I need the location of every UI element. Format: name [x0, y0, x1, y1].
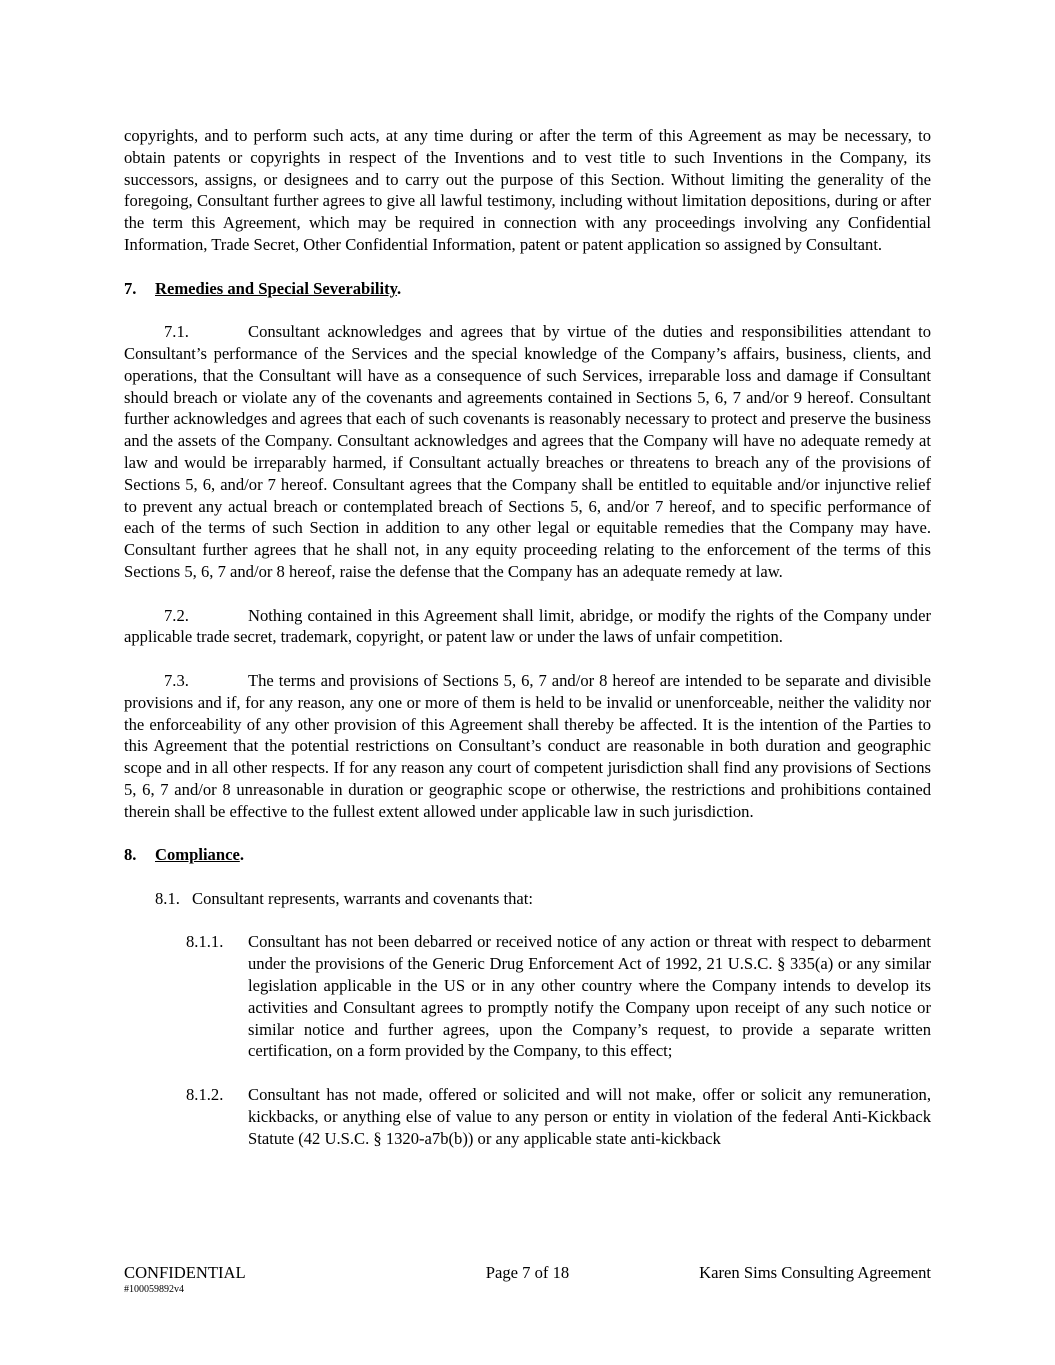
footer-confidential-label: CONFIDENTIAL: [124, 1263, 246, 1282]
paragraph-7-2: [124, 605, 931, 649]
paragraph-8-1: [124, 888, 931, 910]
footer-document-id: #100059892v4: [124, 1284, 184, 1295]
paragraph-7-1-number: 7.1.: [164, 322, 189, 342]
page-footer: [124, 1263, 931, 1295]
footer-page-number: Page 7 of 18: [485, 1263, 570, 1282]
paragraph-7-2-number: 7.2.: [164, 605, 189, 625]
paragraph-7-3-number: 7.3.: [164, 670, 189, 690]
section-8-title-suffix: .: [239, 845, 244, 865]
footer-document-title: Karen Sims Consulting Agreement: [699, 1263, 931, 1282]
section-8-title: Compliance: [155, 845, 240, 865]
item-8-1-2-text: Consultant has not made, offered or solicited and will not make, offer or solicit any remuneration, kickbacks, or anything else of value to any person or entity in violation of the federal Anti-Kickback Statute (42 U.S.C. § 1320-a7b(b)) or any applicable state anti-kickback: [248, 1085, 931, 1148]
section-7-title-suffix: .: [397, 278, 402, 298]
paragraph-7-1-text: Consultant acknowledges and agrees that by virtue of the duties and responsibilities attendant to Consultant’s performance of the Services and the special knowledge of the Company’s affairs, business, clients, and operations, that the Consultant will have as a consequence of such Services, irreparable loss and damage if Consultant should breach or violate any of the covenants and agreements contained in Sections 5, 6, 7 and/or 9 hereof. Consultant further acknowledges and agrees that each of such covenants is reasonably necessary to protect and preserve the business and the assets of the Company. Consultant acknowledges and agrees that the Company will have no adequate remedy at law and would be irreparably harmed, if Consultant actually breaches or threatens to breach any of the provisions of Sections 5, 6, and/or 7 hereof. Consultant agrees that the Company shall be entitled to equitable and/or injunctive relief to prevent any actual breach or contemplated breach of Sections 5, 6, and/or 7 hereof, and to specific performance of each of the terms of such Section in addition to any other legal or equitable remedies that the Company may have. Consultant further agrees that he shall not, in any equity proceeding relating to the enforcement of the terms of this Sections 5, 6, 7 and/or 8 hereof, raise the defense that the Company has an adequate remedy at law.: [124, 322, 931, 581]
document-body: [124, 125, 931, 1149]
section-7-number: 7.: [124, 278, 137, 298]
item-8-1-1-number: 8.1.1.: [186, 932, 224, 952]
item-8-1-1: [124, 931, 931, 1062]
item-8-1-1-text: Consultant has not been debarred or received notice of any action or threat with respect to debarment under the provisions of the Generic Drug Enforcement Act of 1992, 21 U.S.C. § 335(a) or any similar legislation applicable in the US or in any other country where the Company intends to develop its activities and Consultant agrees to promptly notify the Company upon receipt of any such notice or similar notice and further agrees, upon the Company’s request, to provide a separate written certification, on a form provided by the Company, to this effect;: [248, 932, 931, 1061]
section-8-number: 8.: [124, 845, 137, 865]
section-7-title: Remedies and Special Severability: [155, 278, 397, 298]
section-8-heading: [124, 844, 931, 866]
continuation-paragraph: copyrights, and to perform such acts, at any time during or after the term of this Agreement as may be necessary, to obtain patents or copyrights in respect of the Inventions and to vest title to such Inventions in the Company, its successors, assigns, or designees and to carry out the purpose of this Section. Without limiting the generality of the foregoing, Consultant further agrees to give all lawful testimony, including without limitation depositions, during or after the term this Agreement, which may be required in connection with any proceedings involving any Confidential Information, Trade Secret, Other Confidential Information, patent or patent application so assigned by Consultant.: [124, 126, 931, 254]
section-7-heading: [124, 278, 931, 300]
item-8-1-2: [124, 1084, 931, 1149]
paragraph-7-3: [124, 670, 931, 823]
paragraph-8-1-text: Consultant represents, warrants and covenants that:: [192, 888, 533, 908]
paragraph-8-1-number: 8.1.: [155, 888, 180, 908]
paragraph-7-2-text: Nothing contained in this Agreement shall limit, abridge, or modify the rights of the Company under applicable trade secret, trademark, copyright, or patent law or under the laws of unfair competition.: [124, 605, 931, 647]
paragraph-7-1: [124, 321, 931, 583]
paragraph-7-3-text: The terms and provisions of Sections 5, 6, 7 and/or 8 hereof are intended to be separate and divisible provisions and if, for any reason, any one or more of them is held to be invalid or unenforceable, neither the validity nor the enforceability of any other provision of this Agreement shall thereby be affected. It is the intention of the Parties to this Agreement that the potential restrictions on Consultant’s conduct are reasonable in both duration and geographic scope and in all other respects. If for any reason any court of competent jurisdiction shall find any provisions of Sections 5, 6, 7 and/or 8 unreasonable in duration or geographic scope or otherwise, the restrictions and prohibitions contained therein shall be effective to the fullest extent allowed under applicable law in such jurisdiction.: [124, 670, 931, 821]
item-8-1-2-number: 8.1.2.: [186, 1085, 224, 1105]
